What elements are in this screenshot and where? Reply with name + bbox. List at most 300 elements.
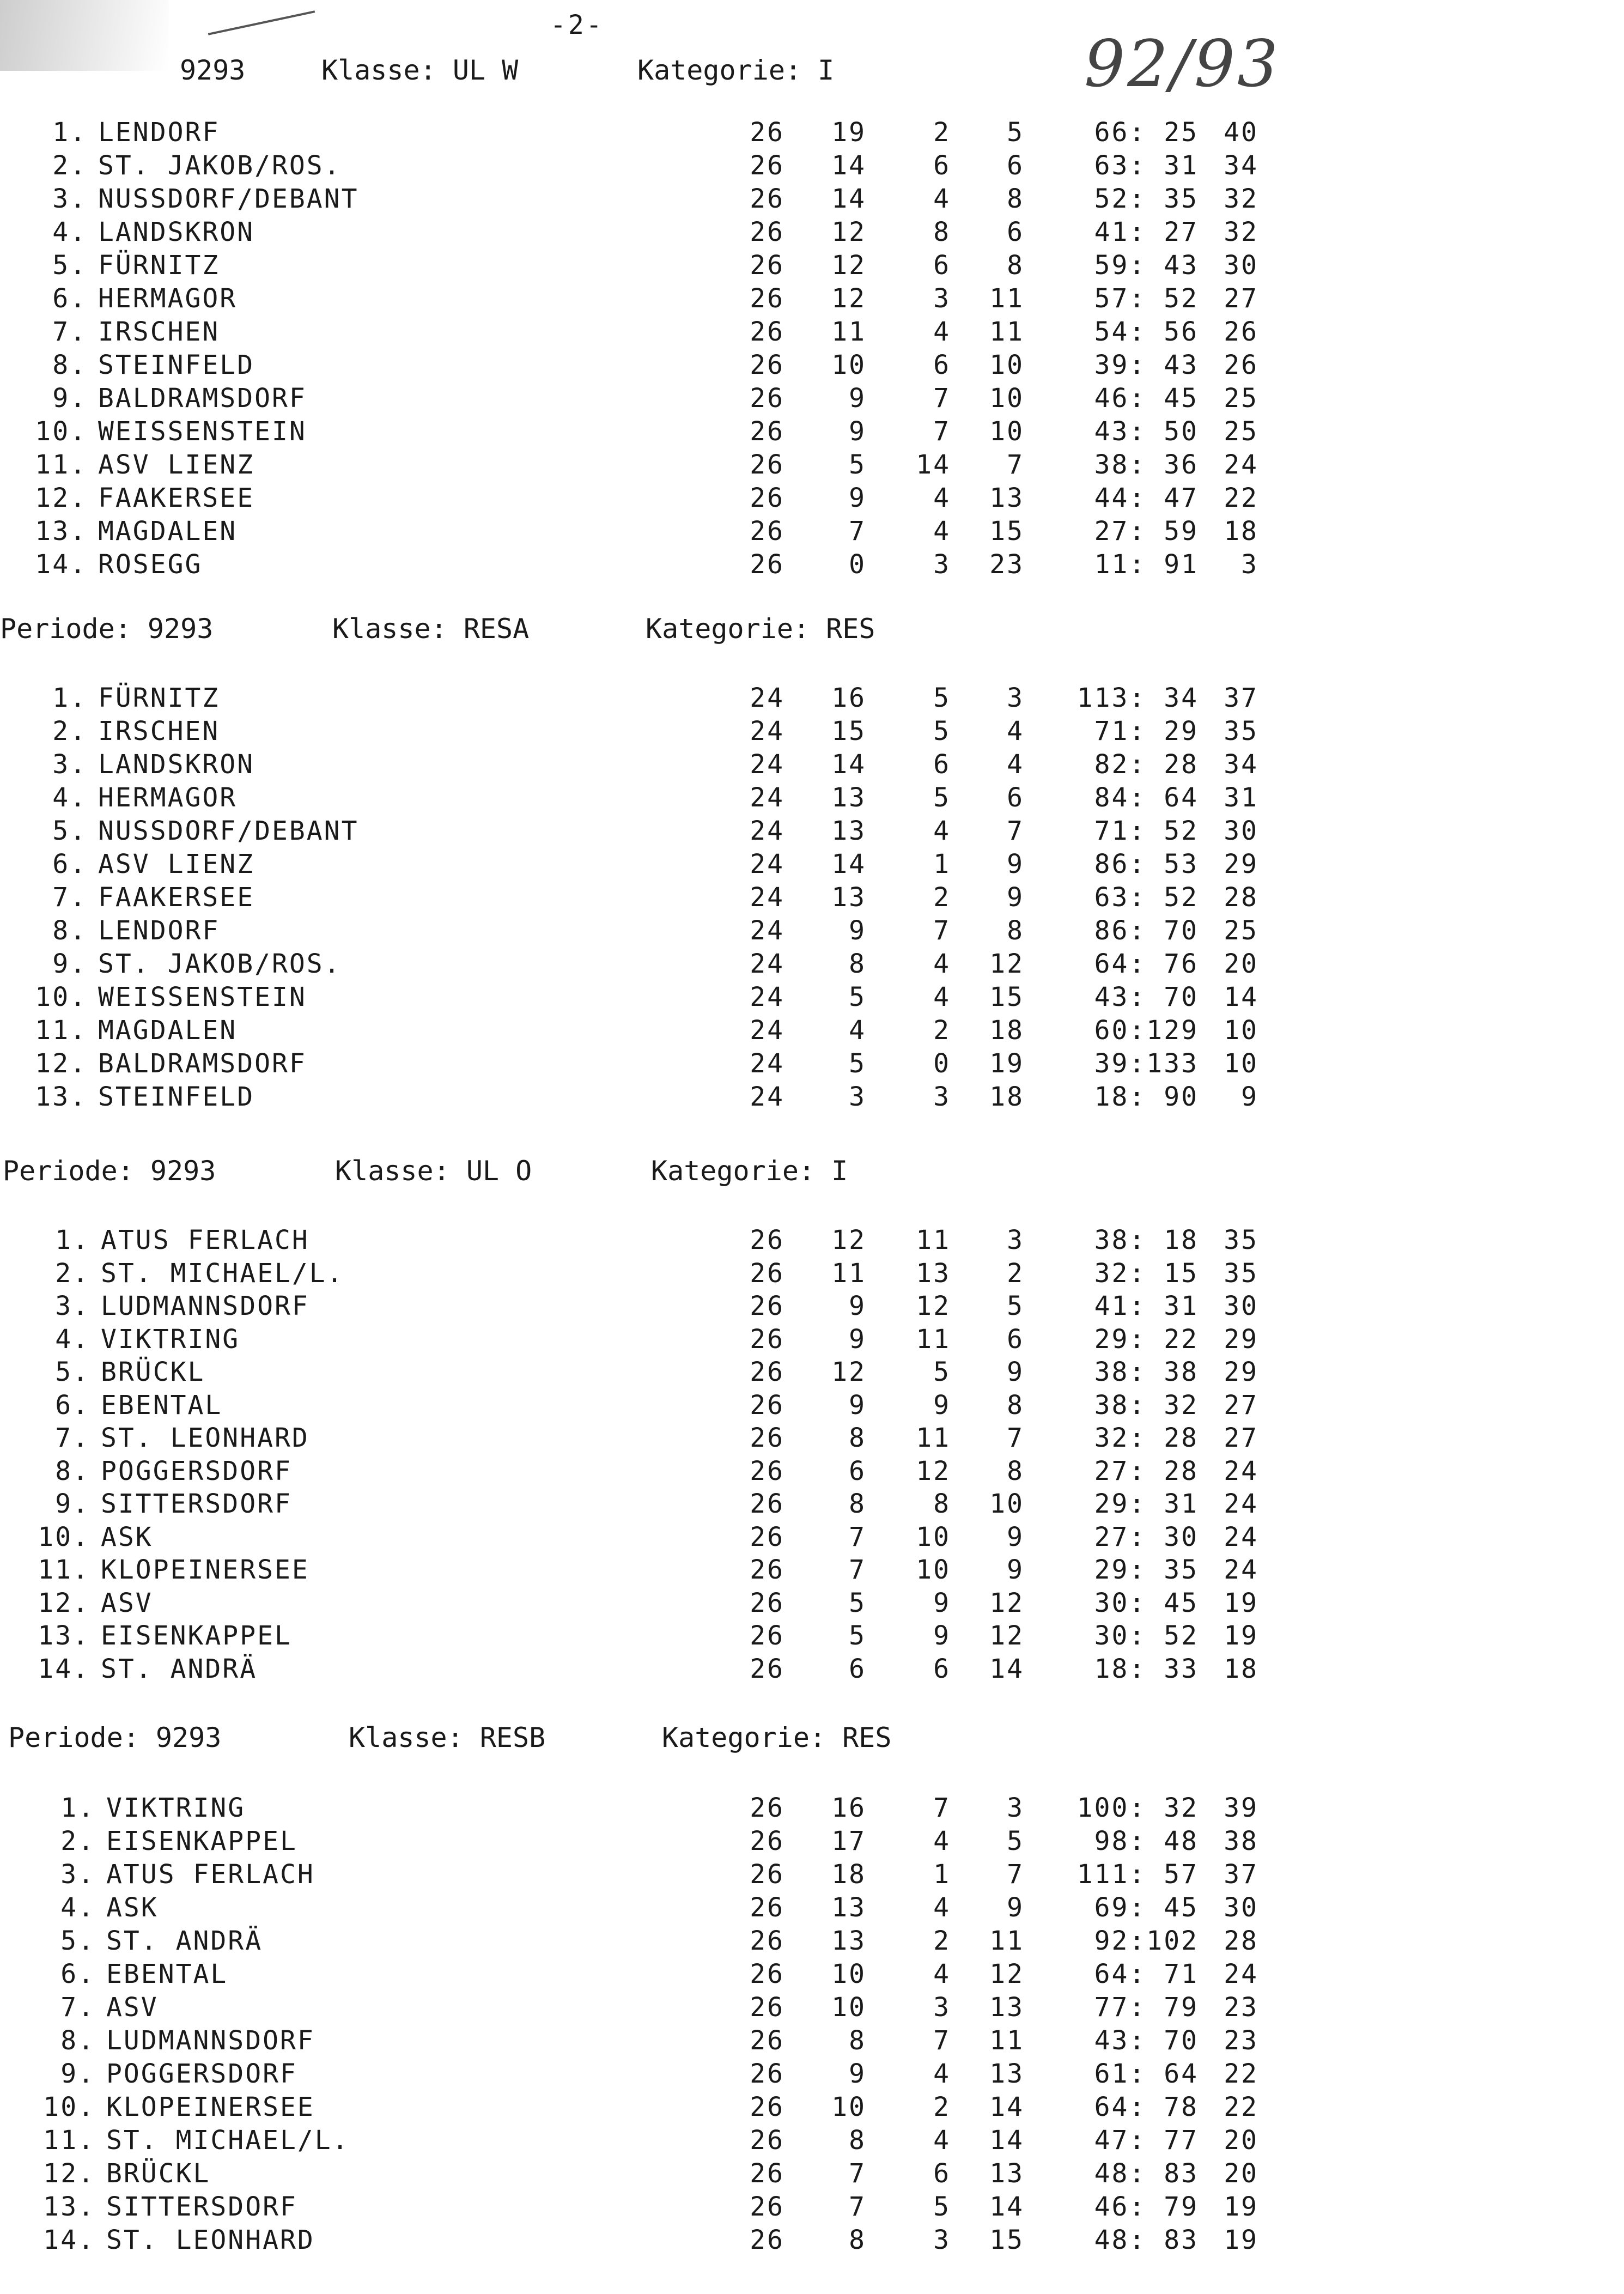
- games-played-cell: 26: [750, 1793, 784, 1823]
- goals-cell: 48: 83: [1094, 2225, 1199, 2255]
- games-played-cell: 24: [750, 949, 784, 979]
- draws-cell: 5: [933, 716, 951, 747]
- team-name-cell: HERMAGOR: [98, 782, 238, 813]
- team-name-cell: ST. MICHAEL/L.: [106, 2125, 350, 2156]
- draws-cell: 6: [933, 150, 951, 181]
- rank-cell: 9.: [52, 383, 87, 414]
- rank-cell: 5.: [60, 1926, 95, 1956]
- goals-cell: 47: 77: [1094, 2125, 1199, 2156]
- team-name-cell: ATUS FERLACH: [101, 1225, 309, 1255]
- points-cell: 32: [1224, 217, 1258, 247]
- losses-cell: 12: [989, 1621, 1024, 1651]
- points-cell: 24: [1224, 1489, 1258, 1519]
- games-played-cell: 26: [750, 450, 784, 480]
- wins-cell: 5: [849, 982, 866, 1012]
- draws-cell: 11: [916, 1423, 951, 1453]
- games-played-cell: 26: [750, 1225, 784, 1255]
- rank-cell: 10.: [35, 416, 87, 447]
- losses-cell: 13: [989, 1992, 1024, 2023]
- wins-cell: 12: [831, 1225, 866, 1255]
- losses-cell: 14: [989, 1653, 1024, 1684]
- games-played-cell: 24: [750, 782, 784, 813]
- rank-cell: 5.: [52, 816, 87, 846]
- rank-cell: 11.: [35, 1015, 87, 1046]
- draws-cell: 5: [933, 2192, 951, 2222]
- goals-cell: 44: 47: [1094, 483, 1199, 513]
- losses-cell: 8: [1007, 184, 1024, 214]
- wins-cell: 7: [849, 2192, 866, 2222]
- team-name-cell: VIKTRING: [101, 1324, 240, 1355]
- rank-cell: 5.: [55, 1357, 90, 1387]
- rank-cell: 9.: [60, 2059, 95, 2089]
- points-cell: 3: [1241, 549, 1258, 580]
- rank-cell: 1.: [52, 683, 87, 713]
- games-played-cell: 26: [750, 317, 784, 347]
- points-cell: 30: [1224, 250, 1258, 281]
- games-played-cell: 26: [750, 1859, 784, 1890]
- team-name-cell: ST. LEONHARD: [101, 1423, 309, 1453]
- wins-cell: 8: [849, 2125, 866, 2156]
- goals-cell: 30: 45: [1094, 1587, 1199, 1618]
- games-played-cell: 24: [750, 849, 784, 879]
- draws-cell: 4: [933, 1959, 951, 1989]
- games-played-cell: 24: [750, 982, 784, 1012]
- points-cell: 19: [1224, 2225, 1258, 2255]
- goals-cell: 27: 30: [1094, 1521, 1199, 1552]
- games-played-cell: 24: [750, 1082, 784, 1112]
- category-label: Kategorie: I: [651, 1155, 848, 1187]
- losses-cell: 12: [989, 1587, 1024, 1618]
- draws-cell: 3: [933, 1992, 951, 2023]
- points-cell: 34: [1224, 150, 1258, 181]
- wins-cell: 7: [849, 2158, 866, 2189]
- goals-cell: 82: 28: [1094, 749, 1199, 780]
- games-played-cell: 26: [750, 383, 784, 414]
- draws-cell: 9: [933, 1389, 951, 1421]
- points-cell: 25: [1224, 915, 1258, 946]
- team-name-cell: ATUS FERLACH: [106, 1859, 315, 1890]
- draws-cell: 8: [933, 217, 951, 247]
- games-played-cell: 26: [750, 1826, 784, 1856]
- draws-cell: 2: [933, 2092, 951, 2122]
- wins-cell: 5: [849, 1621, 866, 1651]
- points-cell: 22: [1224, 2092, 1258, 2122]
- draws-cell: 4: [933, 483, 951, 513]
- rank-cell: 4.: [55, 1324, 90, 1355]
- wins-cell: 8: [849, 1423, 866, 1453]
- draws-cell: 6: [933, 749, 951, 780]
- games-played-cell: 24: [750, 915, 784, 946]
- team-name-cell: EBENTAL: [106, 1959, 228, 1989]
- losses-cell: 11: [989, 283, 1024, 314]
- games-played-cell: 26: [750, 283, 784, 314]
- rank-cell: 10.: [43, 2092, 95, 2122]
- rank-cell: 2.: [55, 1258, 90, 1289]
- wins-cell: 17: [831, 1826, 866, 1856]
- team-name-cell: KLOPEINERSEE: [101, 1555, 309, 1585]
- points-cell: 30: [1224, 1291, 1258, 1321]
- team-name-cell: ASV LIENZ: [98, 450, 255, 480]
- goals-cell: 38: 18: [1094, 1225, 1199, 1255]
- losses-cell: 2: [1007, 1258, 1024, 1289]
- points-cell: 24: [1224, 1455, 1258, 1486]
- wins-cell: 13: [831, 882, 866, 913]
- games-played-cell: 26: [750, 1357, 784, 1387]
- class-label: Klasse: RESA: [332, 613, 530, 645]
- draws-cell: 7: [933, 915, 951, 946]
- draws-cell: 9: [933, 1621, 951, 1651]
- wins-cell: 14: [831, 150, 866, 181]
- wins-cell: 14: [831, 849, 866, 879]
- rank-cell: 8.: [52, 915, 87, 946]
- draws-cell: 1: [933, 1859, 951, 1890]
- goals-cell: 98: 48: [1094, 1826, 1199, 1856]
- team-name-cell: LUDMANNSDORF: [101, 1291, 309, 1321]
- rank-cell: 4.: [52, 217, 87, 247]
- pen-stroke: [208, 10, 315, 35]
- points-cell: 14: [1224, 982, 1258, 1012]
- losses-cell: 14: [989, 2192, 1024, 2222]
- losses-cell: 12: [989, 949, 1024, 979]
- goals-cell: 71: 52: [1094, 816, 1199, 846]
- draws-cell: 5: [933, 683, 951, 713]
- points-cell: 35: [1224, 716, 1258, 747]
- losses-cell: 9: [1007, 849, 1024, 879]
- losses-cell: 3: [1007, 683, 1024, 713]
- points-cell: 22: [1224, 2059, 1258, 2089]
- games-played-cell: 26: [750, 1926, 784, 1956]
- wins-cell: 13: [831, 782, 866, 813]
- games-played-cell: 26: [750, 2059, 784, 2089]
- wins-cell: 14: [831, 184, 866, 214]
- wins-cell: 6: [849, 1455, 866, 1486]
- wins-cell: 12: [831, 1357, 866, 1387]
- team-name-cell: EISENKAPPEL: [101, 1621, 292, 1651]
- wins-cell: 11: [831, 317, 866, 347]
- losses-cell: 9: [1007, 1892, 1024, 1923]
- class-label: Klasse: UL O: [335, 1155, 532, 1187]
- games-played-cell: 26: [750, 2225, 784, 2255]
- games-played-cell: 26: [750, 1324, 784, 1355]
- losses-cell: 18: [989, 1015, 1024, 1046]
- page-number: -2-: [550, 10, 604, 40]
- draws-cell: 7: [933, 416, 951, 447]
- draws-cell: 7: [933, 383, 951, 414]
- draws-cell: 4: [933, 816, 951, 846]
- goals-cell: 69: 45: [1094, 1892, 1199, 1923]
- draws-cell: 4: [933, 516, 951, 547]
- goals-cell: 113: 34: [1076, 683, 1199, 713]
- goals-cell: 52: 35: [1094, 184, 1199, 214]
- points-cell: 27: [1224, 1423, 1258, 1453]
- points-cell: 20: [1224, 949, 1258, 979]
- wins-cell: 4: [849, 1015, 866, 1046]
- wins-cell: 16: [831, 683, 866, 713]
- points-cell: 25: [1224, 416, 1258, 447]
- losses-cell: 15: [989, 2225, 1024, 2255]
- wins-cell: 12: [831, 283, 866, 314]
- class-label: Klasse: RESB: [349, 1722, 546, 1753]
- team-name-cell: SITTERSDORF: [101, 1489, 292, 1519]
- losses-cell: 19: [989, 1048, 1024, 1079]
- team-name-cell: HERMAGOR: [98, 283, 238, 314]
- games-played-cell: 26: [750, 1489, 784, 1519]
- rank-cell: 3.: [52, 184, 87, 214]
- points-cell: 37: [1224, 683, 1258, 713]
- draws-cell: 3: [933, 2225, 951, 2255]
- team-name-cell: BALDRAMSDORF: [98, 383, 307, 414]
- team-name-cell: BRÜCKL: [101, 1357, 205, 1387]
- rank-cell: 7.: [52, 882, 87, 913]
- wins-cell: 12: [831, 217, 866, 247]
- goals-cell: 77: 79: [1094, 1992, 1199, 2023]
- draws-cell: 14: [916, 450, 951, 480]
- goals-cell: 111: 57: [1076, 1859, 1199, 1890]
- draws-cell: 11: [916, 1324, 951, 1355]
- losses-cell: 6: [1007, 150, 1024, 181]
- draws-cell: 4: [933, 317, 951, 347]
- games-played-cell: 26: [750, 2025, 784, 2056]
- rank-cell: 8.: [52, 350, 87, 380]
- goals-cell: 41: 27: [1094, 217, 1199, 247]
- losses-cell: 10: [989, 350, 1024, 380]
- wins-cell: 15: [831, 716, 866, 747]
- team-name-cell: BRÜCKL: [106, 2158, 211, 2189]
- points-cell: 10: [1224, 1015, 1258, 1046]
- goals-cell: 29: 35: [1094, 1555, 1199, 1585]
- team-name-cell: MAGDALEN: [98, 1015, 238, 1046]
- wins-cell: 13: [831, 1892, 866, 1923]
- games-played-cell: 26: [750, 1587, 784, 1618]
- games-played-cell: 26: [750, 2125, 784, 2156]
- draws-cell: 3: [933, 283, 951, 314]
- wins-cell: 3: [849, 1082, 866, 1112]
- losses-cell: 10: [989, 383, 1024, 414]
- losses-cell: 12: [989, 1959, 1024, 1989]
- games-played-cell: 26: [750, 483, 784, 513]
- wins-cell: 0: [849, 549, 866, 580]
- wins-cell: 7: [849, 516, 866, 547]
- goals-cell: 54: 56: [1094, 317, 1199, 347]
- team-name-cell: ST. ANDRÄ: [106, 1926, 263, 1956]
- draws-cell: 7: [933, 1793, 951, 1823]
- goals-cell: 63: 52: [1094, 882, 1199, 913]
- games-played-cell: 24: [750, 816, 784, 846]
- losses-cell: 8: [1007, 1455, 1024, 1486]
- goals-cell: 92:102: [1094, 1926, 1199, 1956]
- team-name-cell: ST. ANDRÄ: [101, 1653, 258, 1684]
- goals-cell: 27: 28: [1094, 1455, 1199, 1486]
- rank-cell: 14.: [38, 1653, 90, 1684]
- losses-cell: 13: [989, 2158, 1024, 2189]
- points-cell: 38: [1224, 1826, 1258, 1856]
- rank-cell: 1.: [52, 117, 87, 148]
- games-played-cell: 26: [750, 416, 784, 447]
- rank-cell: 6.: [55, 1389, 90, 1421]
- losses-cell: 8: [1007, 250, 1024, 281]
- rank-cell: 14.: [43, 2225, 95, 2255]
- goals-cell: 32: 28: [1094, 1423, 1199, 1453]
- goals-cell: 27: 59: [1094, 516, 1199, 547]
- points-cell: 34: [1224, 749, 1258, 780]
- draws-cell: 6: [933, 1653, 951, 1684]
- team-name-cell: LENDORF: [98, 915, 220, 946]
- draws-cell: 2: [933, 1015, 951, 1046]
- rank-cell: 11.: [43, 2125, 95, 2156]
- games-played-cell: 24: [750, 749, 784, 780]
- losses-cell: 10: [989, 1489, 1024, 1519]
- points-cell: 35: [1224, 1258, 1258, 1289]
- points-cell: 31: [1224, 782, 1258, 813]
- points-cell: 27: [1224, 283, 1258, 314]
- team-name-cell: BALDRAMSDORF: [98, 1048, 307, 1079]
- team-name-cell: LANDSKRON: [98, 749, 255, 780]
- points-cell: 29: [1224, 1324, 1258, 1355]
- rank-cell: 8.: [55, 1455, 90, 1486]
- draws-cell: 2: [933, 117, 951, 148]
- losses-cell: 3: [1007, 1225, 1024, 1255]
- losses-cell: 14: [989, 2125, 1024, 2156]
- losses-cell: 8: [1007, 1389, 1024, 1421]
- goals-cell: 48: 83: [1094, 2158, 1199, 2189]
- losses-cell: 9: [1007, 1521, 1024, 1552]
- draws-cell: 6: [933, 2158, 951, 2189]
- draws-cell: 11: [916, 1225, 951, 1255]
- losses-cell: 15: [989, 516, 1024, 547]
- team-name-cell: NUSSDORF/DEBANT: [98, 816, 359, 846]
- team-name-cell: ASK: [101, 1521, 153, 1552]
- period-label: Periode: 9293: [3, 1155, 216, 1187]
- points-cell: 20: [1224, 2125, 1258, 2156]
- points-cell: 28: [1224, 882, 1258, 913]
- wins-cell: 13: [831, 1926, 866, 1956]
- team-name-cell: LENDORF: [98, 117, 220, 148]
- points-cell: 23: [1224, 1992, 1258, 2023]
- draws-cell: 1: [933, 849, 951, 879]
- wins-cell: 19: [831, 117, 866, 148]
- games-played-cell: 24: [750, 1015, 784, 1046]
- goals-cell: 18: 33: [1094, 1653, 1199, 1684]
- wins-cell: 8: [849, 949, 866, 979]
- points-cell: 24: [1224, 1521, 1258, 1552]
- games-played-cell: 26: [750, 250, 784, 281]
- wins-cell: 12: [831, 250, 866, 281]
- wins-cell: 10: [831, 1959, 866, 1989]
- goals-cell: 38: 32: [1094, 1389, 1199, 1421]
- losses-cell: 3: [1007, 1793, 1024, 1823]
- points-cell: 10: [1224, 1048, 1258, 1079]
- points-cell: 29: [1224, 1357, 1258, 1387]
- goals-cell: 43: 70: [1094, 982, 1199, 1012]
- rank-cell: 7.: [55, 1423, 90, 1453]
- draws-cell: 4: [933, 1892, 951, 1923]
- rank-cell: 7.: [52, 317, 87, 347]
- rank-cell: 9.: [52, 949, 87, 979]
- category-label: Kategorie: RES: [662, 1722, 892, 1753]
- losses-cell: 13: [989, 2059, 1024, 2089]
- rank-cell: 12.: [35, 1048, 87, 1079]
- draws-cell: 5: [933, 1357, 951, 1387]
- losses-cell: 6: [1007, 782, 1024, 813]
- losses-cell: 14: [989, 2092, 1024, 2122]
- team-name-cell: POGGERSDORF: [106, 2059, 297, 2089]
- goals-cell: 46: 45: [1094, 383, 1199, 414]
- goals-cell: 29: 31: [1094, 1489, 1199, 1519]
- rank-cell: 1.: [60, 1793, 95, 1823]
- rank-cell: 6.: [60, 1959, 95, 1989]
- draws-cell: 4: [933, 2125, 951, 2156]
- goals-cell: 64: 78: [1094, 2092, 1199, 2122]
- team-name-cell: EBENTAL: [101, 1389, 223, 1421]
- games-played-cell: 26: [750, 1555, 784, 1585]
- points-cell: 9: [1241, 1082, 1258, 1112]
- rank-cell: 4.: [52, 782, 87, 813]
- team-name-cell: FÜRNITZ: [98, 250, 220, 281]
- handwritten-season-note: 92/93: [1084, 26, 1281, 101]
- games-played-cell: 26: [750, 1621, 784, 1651]
- rank-cell: 2.: [52, 716, 87, 747]
- draws-cell: 6: [933, 350, 951, 380]
- points-cell: 29: [1224, 849, 1258, 879]
- games-played-cell: 26: [750, 2092, 784, 2122]
- points-cell: 20: [1224, 2158, 1258, 2189]
- period-label: Periode: 9293: [8, 1722, 222, 1753]
- draws-cell: 4: [933, 184, 951, 214]
- wins-cell: 9: [849, 416, 866, 447]
- wins-cell: 10: [831, 1992, 866, 2023]
- team-name-cell: FÜRNITZ: [98, 683, 220, 713]
- category-label: Kategorie: I: [637, 54, 835, 86]
- losses-cell: 13: [989, 483, 1024, 513]
- rank-cell: 7.: [60, 1992, 95, 2023]
- draws-cell: 4: [933, 2059, 951, 2089]
- wins-cell: 9: [849, 1389, 866, 1421]
- games-played-cell: 26: [750, 2158, 784, 2189]
- team-name-cell: LANDSKRON: [98, 217, 255, 247]
- wins-cell: 10: [831, 2092, 866, 2122]
- rank-cell: 12.: [35, 483, 87, 513]
- goals-cell: 86: 70: [1094, 915, 1199, 946]
- goals-cell: 46: 79: [1094, 2192, 1199, 2222]
- team-name-cell: FAAKERSEE: [98, 483, 255, 513]
- points-cell: 37: [1224, 1859, 1258, 1890]
- team-name-cell: FAAKERSEE: [98, 882, 255, 913]
- draws-cell: 3: [933, 549, 951, 580]
- draws-cell: 2: [933, 1926, 951, 1956]
- points-cell: 32: [1224, 184, 1258, 214]
- rank-cell: 11.: [38, 1555, 90, 1585]
- wins-cell: 11: [831, 1258, 866, 1289]
- wins-cell: 9: [849, 2059, 866, 2089]
- goals-cell: 57: 52: [1094, 283, 1199, 314]
- games-played-cell: 26: [750, 1291, 784, 1321]
- draws-cell: 0: [933, 1048, 951, 1079]
- losses-cell: 15: [989, 982, 1024, 1012]
- losses-cell: 6: [1007, 1324, 1024, 1355]
- team-name-cell: ASV LIENZ: [98, 849, 255, 879]
- goals-cell: 64: 71: [1094, 1959, 1199, 1989]
- wins-cell: 9: [849, 1291, 866, 1321]
- rank-cell: 14.: [35, 549, 87, 580]
- goals-cell: 38: 38: [1094, 1357, 1199, 1387]
- losses-cell: 5: [1007, 1291, 1024, 1321]
- team-name-cell: IRSCHEN: [98, 317, 220, 347]
- points-cell: 28: [1224, 1926, 1258, 1956]
- losses-cell: 7: [1007, 816, 1024, 846]
- games-played-cell: 26: [750, 217, 784, 247]
- goals-cell: 59: 43: [1094, 250, 1199, 281]
- games-played-cell: 26: [750, 1521, 784, 1552]
